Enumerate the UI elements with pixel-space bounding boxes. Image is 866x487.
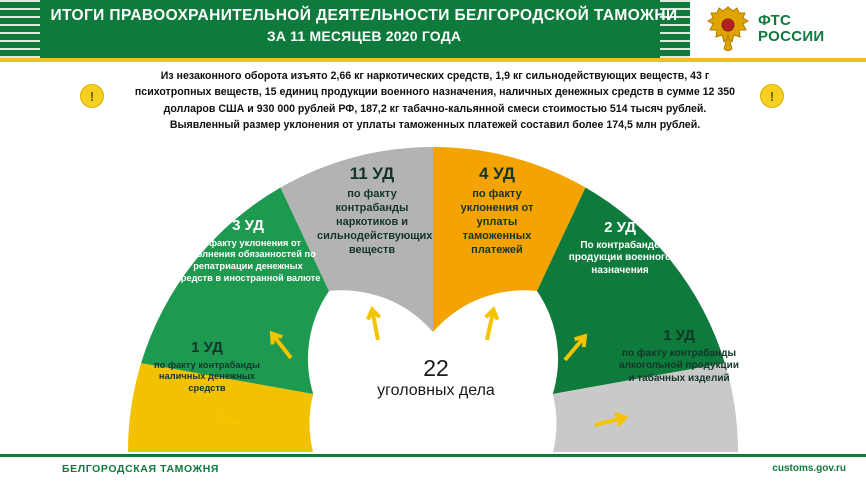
fts-logo-line2: РОССИИ	[758, 28, 825, 45]
intro-text	[112, 68, 758, 134]
fan-label-3-desc: по факту контрабанды наркотиков и сильнодействующих веществ	[317, 187, 433, 256]
warning-marker-left: !	[80, 84, 104, 108]
fan-label-5-desc: По контрабанде продукции военного назначения	[568, 239, 672, 277]
header-gold-rule	[0, 58, 866, 62]
fan-label-5-count: 2 УД	[604, 219, 636, 236]
page-title	[44, 6, 684, 46]
double-headed-eagle-icon	[706, 5, 750, 53]
fan-label-6-desc: по факту контрабанды алкогольной продукции и табачных изделий	[619, 347, 739, 385]
footer-organization: БЕЛГОРОДСКАЯ ТАМОЖНЯ	[62, 463, 220, 475]
intro-line-4: Выявленный размер уклонения от уплаты таможенных платежей составил более 174,5 млн рублей.	[169, 119, 701, 132]
fan-segments	[128, 147, 738, 452]
intro-line-1: Из незаконного оборота изъято 2,66 кг наркотических средств, 1,9 кг сильнодействующих веществ, 43 г	[160, 70, 710, 82]
fan-label-6-count: 1 УД	[663, 327, 695, 344]
fts-logo-line1: ФТС	[758, 12, 792, 30]
fan-label-3-count: 11 УД	[349, 164, 395, 183]
fan-label-1-desc: по факту контрабанды наличных денежных средств	[154, 359, 260, 394]
page-header	[0, 0, 866, 58]
fts-logo	[690, 0, 866, 58]
fan-label-4-count: 4 УД	[478, 164, 515, 183]
page-footer	[0, 457, 866, 487]
fan-label-4-desc: по факту уклонения от уплаты таможенных платежей	[460, 187, 534, 256]
chart-center-caption: уголовных дела	[377, 382, 495, 400]
semicircle-fan-chart	[95, 140, 771, 462]
fan-chart-svg	[95, 140, 771, 462]
fts-logo-text	[758, 13, 825, 45]
header-stripe-left	[0, 0, 40, 58]
chart-center-total	[371, 355, 501, 401]
warning-marker-right: !	[760, 84, 784, 108]
fan-label-2-desc: по факту уклонения от исполнения обязанностей по репатриации денежных средств в иностранной валюте	[175, 237, 321, 284]
intro-line-2: психотропных веществ, 15 единиц продукции военного назначения, наличных денежных средств в сумме 12 350	[134, 86, 736, 99]
footer-website[interactable]: customs.gov.ru	[772, 463, 846, 474]
arrow-3	[366, 308, 384, 341]
fan-label-2-count: 3 УД	[232, 217, 264, 234]
fan-label-1-count: 1 УД	[191, 339, 223, 356]
page-title-line1: ИТОГИ ПРАВООХРАНИТЕЛЬНОЙ ДЕЯТЕЛЬНОСТИ БЕЛГОРОДСКОЙ ТАМОЖНИ	[50, 7, 678, 24]
page-title-line2: ЗА 11 МЕСЯЦЕВ 2020 ГОДА	[266, 27, 462, 44]
arrow-4	[481, 308, 499, 341]
intro-line-3: долларов США и 930 000 рублей РФ, 187,2 кг табачно-кальянной смеси стоимостью 514 тысяч рублей.	[163, 102, 707, 115]
chart-center-value: 22	[423, 355, 449, 381]
